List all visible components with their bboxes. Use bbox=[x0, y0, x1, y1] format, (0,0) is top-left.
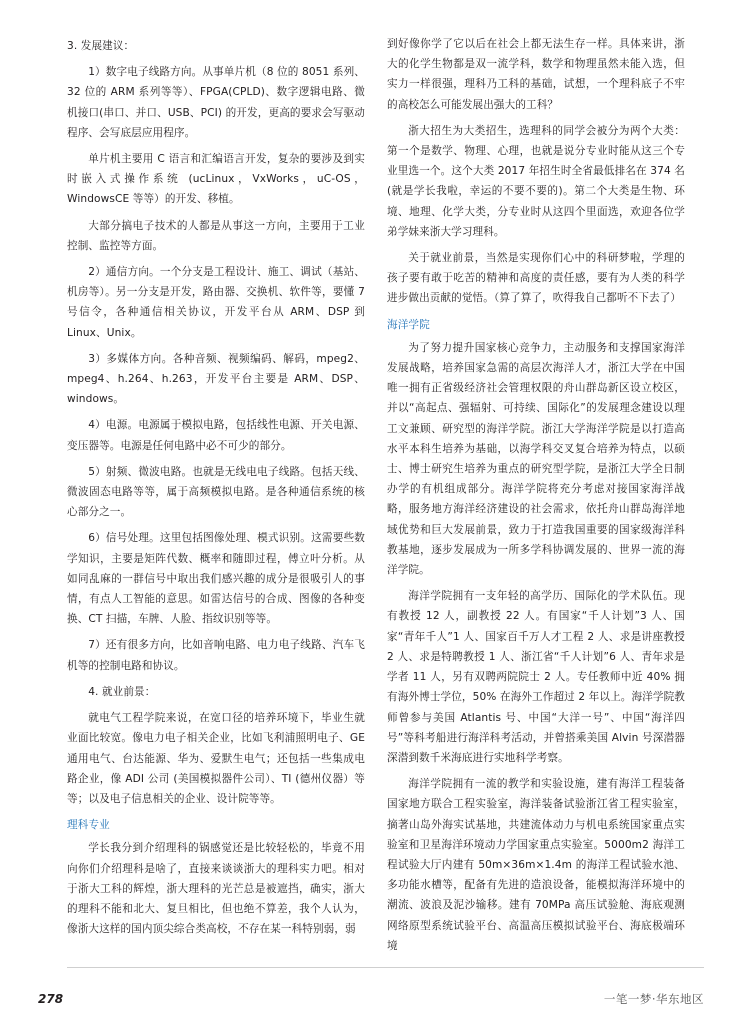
section-heading-development: 3. 发展建议： bbox=[67, 40, 135, 52]
page-number: 278 bbox=[38, 992, 64, 1006]
paragraph: 4）电源。电源属于模拟电路，包括线性电源、开关电源、变压器等。电源是任何电路中必不可少的部分。 bbox=[67, 419, 365, 452]
section-heading-employment: 4. 就业前景： bbox=[88, 685, 156, 698]
right-column bbox=[387, 34, 685, 962]
paragraph: 1）数字电子线路方向。从事单片机（8 位的 8051 系列、32 位的 ARM 系列等等）、FPGA(CPLD)、数字逻辑电路、微机接口(串口、并口、USB、PCI) 的开发，更高的要求会写驱动程序、会写底层应用程序。 bbox=[67, 66, 365, 139]
paragraph: 为了努力提升国家核心竞争力，主动服务和支撑国家海洋发展战略，培养国家急需的高层次海洋人才，浙江大学在中国唯一拥有正省级经济社会管理权限的舟山群岛新区设立校区，并以“高起点、强辐射、可持续、国际化”的发展理念建设以理工文兼顾、研究型的海洋学院。浙江大学海洋学院是以打造高水平本科生培养为基础，以海学科交叉复合培养为特点，以硕士、博士研究生培养为重点的研究型学院，是浙江大学全日制办学的有机组成部分。海洋学院将充分考虑对接国家海洋战略，服务地方海洋经济建设的社会需求，依托舟山群岛海洋地域优势和巨大发展前景，致力于打造我国重要的国家级海洋科教基地，逐步发展成为一所多学科协调发展的、世界一流的海洋学院。 bbox=[387, 341, 685, 577]
section-heading-science-label: 理科专业 bbox=[67, 819, 110, 832]
section-heading-science bbox=[67, 815, 365, 835]
paragraph: 海洋学院拥有一流的教学和实验设施，建有海洋工程装备国家地方联合工程实验室，海洋装备试验浙江省工程实验室，摘著山岛外海实试基地，共建流体动力与机电系统国家重点实验室和卫星海洋环境动力学国家重点实验室。5000m2 海洋工程试验大厅内建有 50m×36m×1.4m 的海洋工程试验水池、多功能水槽等，配备有先进的造浪设备，能模拟海洋环境中的潮流、波浪及泥沙输移。建有 70MPa 高压试验舱、海底观测网络原型系统试验平台、高温高压模拟试验平台、海底极端环境 bbox=[387, 778, 685, 952]
left-column bbox=[67, 34, 365, 945]
paragraph: 2）通信方向。一个分支是工程设计、施工、调试（基站、机房等）。另一分支是开发，路由器、交换机、软件等，要懂 7 号信令，各种通信相关协议，开发平台从 ARM、DSP 到 Linux、Unix。 bbox=[67, 266, 365, 339]
paragraph: 海洋学院拥有一支年轻的高学历、国际化的学术队伍。现有教授 12 人，副教授 22 人。有国家“千人计划”3 人、国家“青年千人”1 人、国家百千万人才工程 2 人、求是讲座教授 2 人、求是特聘教授 1 人、浙江省“千人计划”6 人、青年求是学者 11 人，另有双聘两院院士 2 人。专任教师中近 40% 拥有海外博士学位，50% 在海外工作超过 2 年以上。海洋学院教师曾参与美国 Atlantis 号、中国“大洋一号”、中国“海洋四号”等科考船进行海洋科考活动，并曾搭乘美国 Alvin 号深潜器深潜到数千米海底进行实地科学考察。 bbox=[387, 590, 685, 764]
footer-divider bbox=[67, 967, 704, 968]
paragraph-continued: 到好像你学了它以后在社会上都无法生存一样。具体来讲，浙大的化学生物都是双一流学科，数学和物理虽然未能入选，但实力一样很强，理科乃工科的基础，试想，一个理科底子不牢的高校怎么可能发展出强大的工科？ bbox=[387, 38, 685, 111]
paragraph: 7）还有很多方向，比如音响电路、电力电子线路、汽车飞机等的控制电路和协议。 bbox=[67, 639, 365, 672]
paragraph: 6）信号处理。这里包括图像处理、模式识别。这需要些数学知识，主要是矩阵代数、概率和随即过程，傅立叶分析。从如同乱麻的一群信号中取出我们感兴趣的成分是很吸引人的事情，有点人工智能的意思。如雷达信号的合成、图像的各种变换、CT 扫描，车牌、人脸、指纹识别等等。 bbox=[67, 532, 365, 626]
paragraph: 单片机主要用 C 语言和汇编语言开发，复杂的要涉及到实时嵌入式操作系统 (ucLinux，VxWorks，uC-OS，WindowsCE 等等）的开发、移植。 bbox=[67, 153, 365, 206]
paragraph: 学长我分到介绍理科的锅感觉还是比较轻松的，毕竟不用向你们介绍理科是啥了，直接来谈谈浙大的理科实力吧。相对于浙大工科的辉煌，浙大理科的光芒总是被遮挡，确实，浙大的理科不能和北大、复旦相比，但也绝不算差，我个人认为，像浙大这样的国内顶尖综合类高校，不存在某一科特别弱，弱 bbox=[67, 842, 365, 936]
paragraph: 3）多媒体方向。各种音频、视频编码、解码，mpeg2、mpeg4、h.264、h.263，开发平台主要是 ARM、DSP、windows。 bbox=[67, 352, 365, 406]
paragraph: 关于就业前景，当然是实现你们心中的科研梦啦，学理的孩子要有敢于吃苦的精神和高度的责任感，要有为人类的科学进步做出贡献的觉悟。（算了算了，吹得我自己都听不下去了） bbox=[387, 252, 685, 305]
paragraph: 浙大招生为大类招生，选理科的同学会被分为两个大类：第一个是数学、物理、心理，也就是说分专业时能从这三个专业里选一个。这个大类 2017 年招生时全省最低排名在 374 名 (就是学长我啦，幸运的不要不要的)。第二个大类是生物、环境、地理、化学大类，分专业时从这四个里面选，欢迎各位学弟学妹来浙大学习理科。 bbox=[387, 124, 685, 238]
section-heading-ocean bbox=[387, 315, 685, 335]
paragraph: 就电气工程学院来说，在宽口径的培养环境下，毕业生就业面比较宽。像电力电子相关企业，比如飞利浦照明电子、GE 通用电气、台达能源、华为、爱默生电气；还包括一些集成电路企业，像 ADI 公司 (美国模拟器件公司）、TI (德州仪器）等等；以及电子信息相关的企业、设计院等等。 bbox=[67, 712, 365, 805]
paragraph: 5）射频、微波电路。也就是无线电电子线路。包括天线、微波固态电路等等，属于高频模拟电路。是各种通信系统的核心部分之一。 bbox=[67, 465, 365, 519]
paragraph: 大部分搞电子技术的人都是从事这一方向，主要用于工业控制、监控等方面。 bbox=[67, 219, 365, 252]
section-heading-ocean-label: 海洋学院 bbox=[387, 318, 430, 331]
footer-brand: 一笔一梦·华东地区 bbox=[603, 992, 704, 1006]
